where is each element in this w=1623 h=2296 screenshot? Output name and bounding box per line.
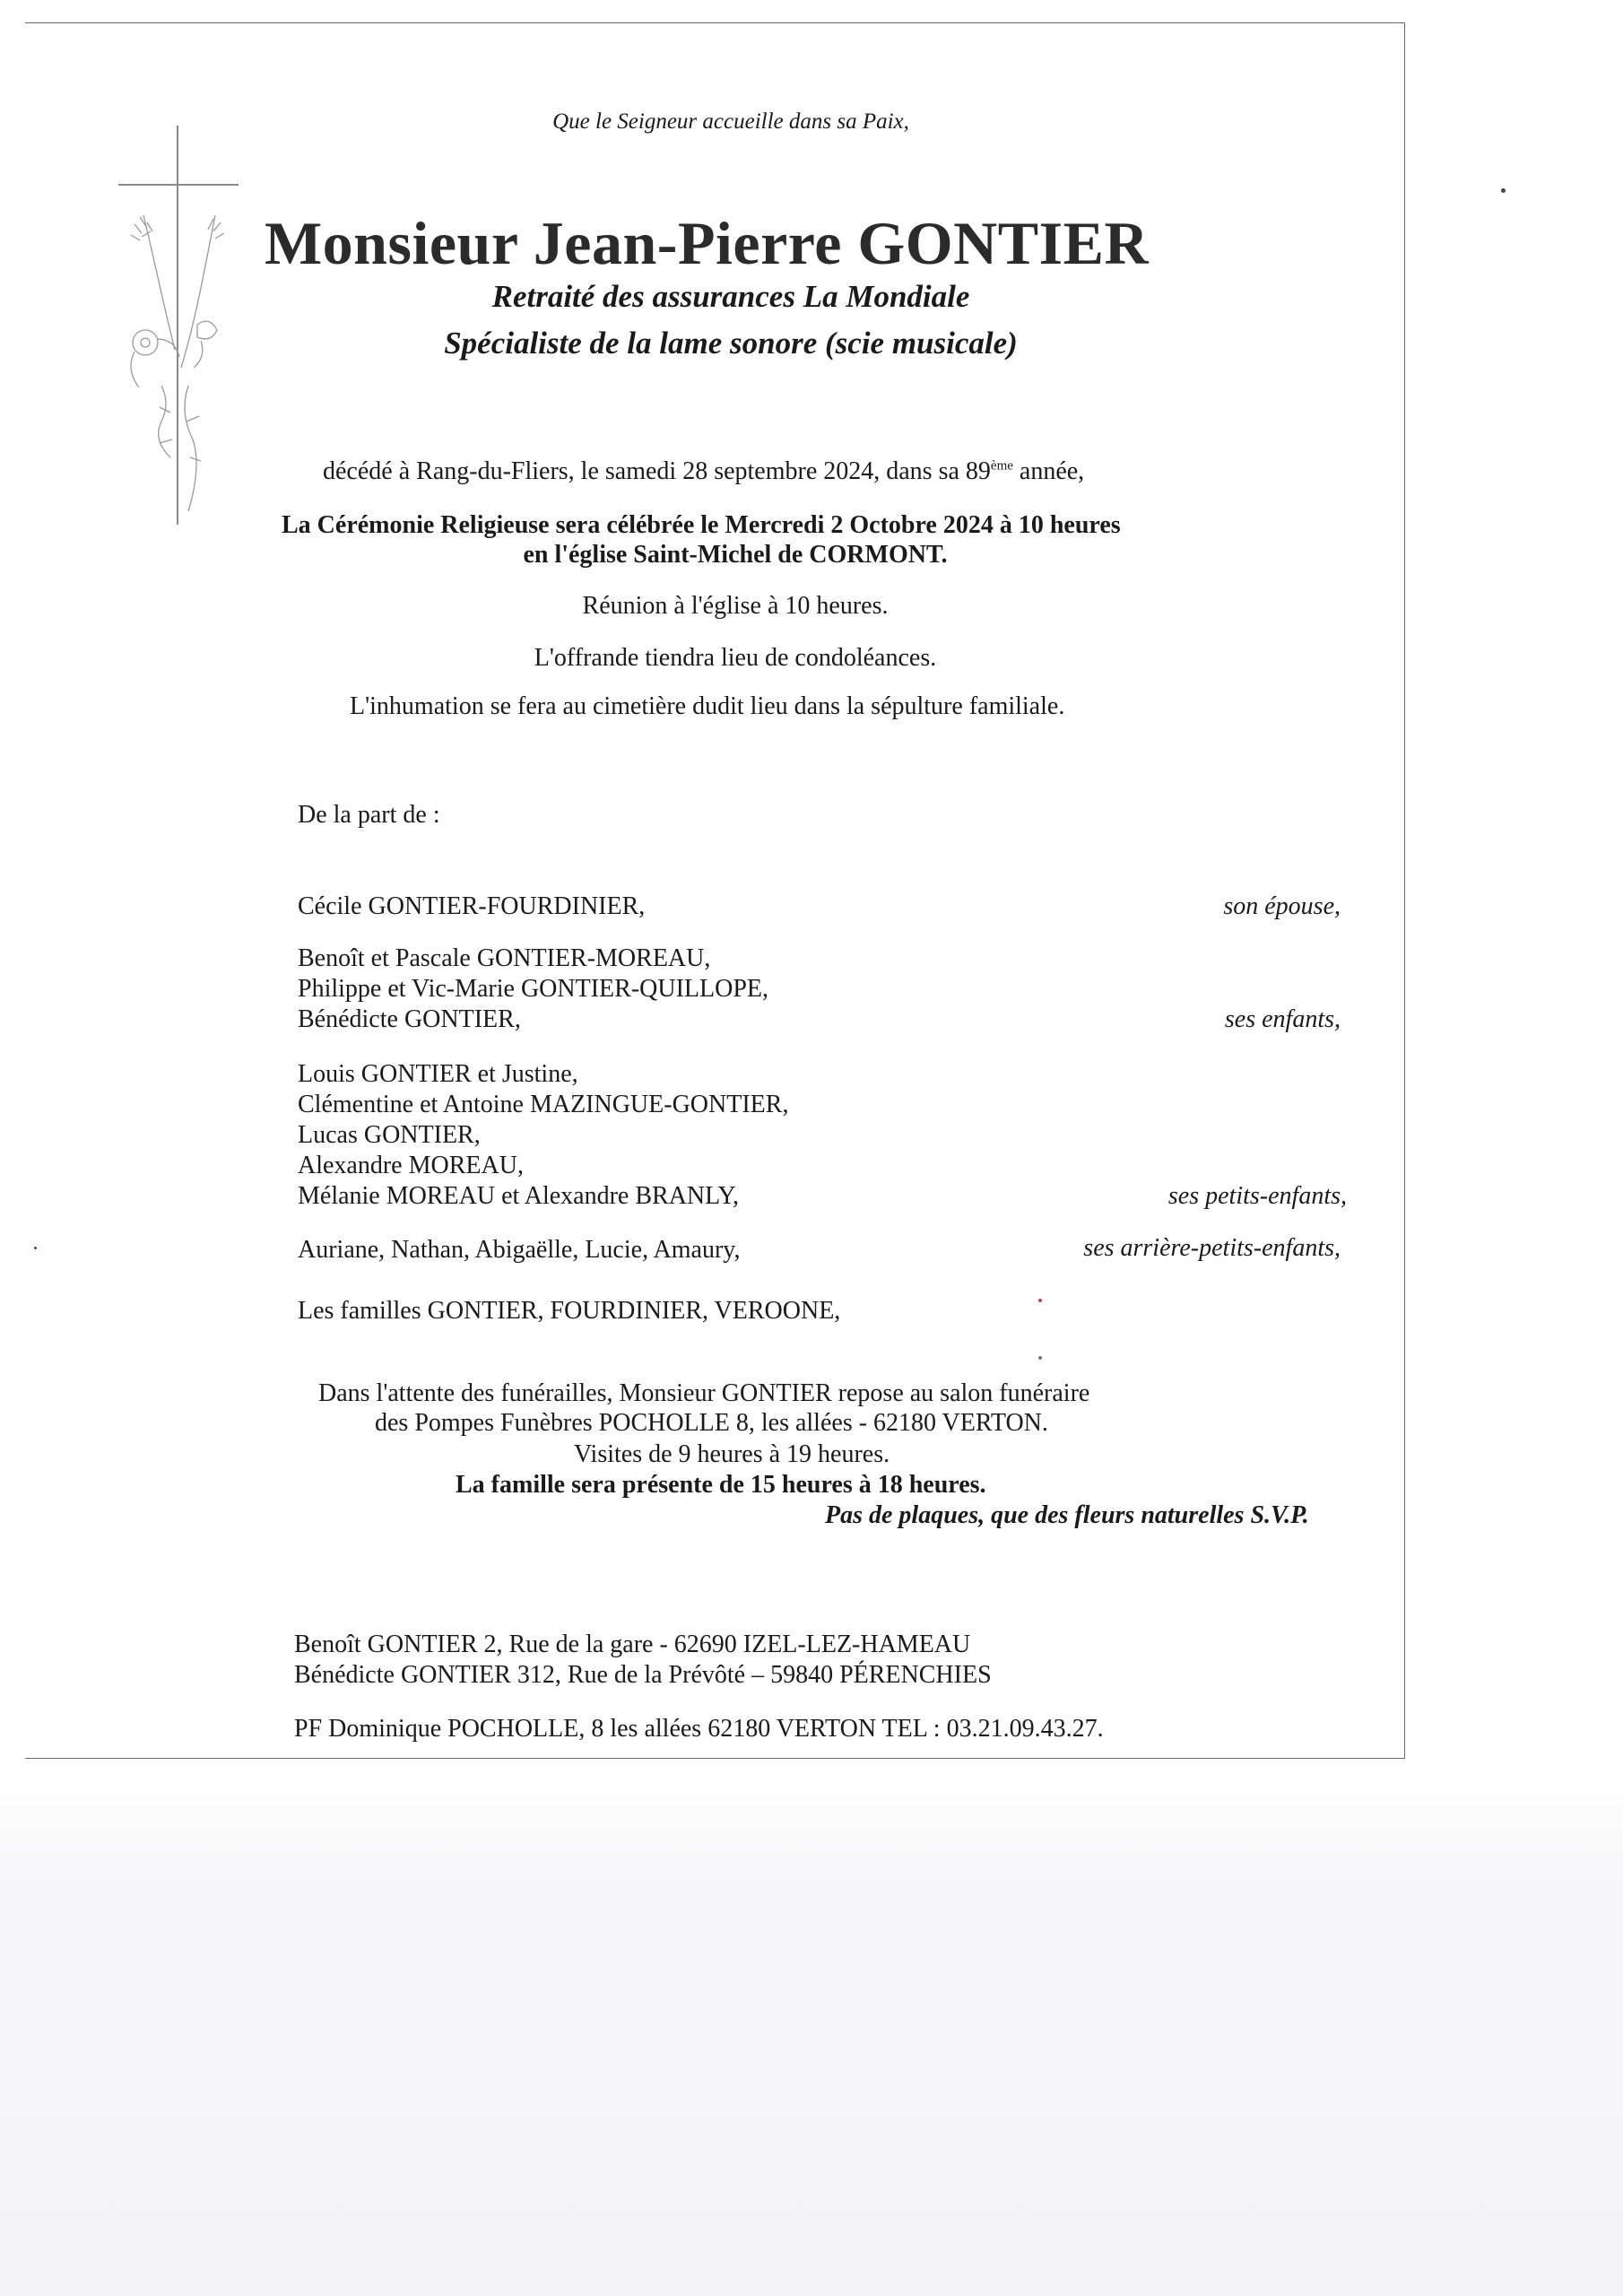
deceased-name: Monsieur Jean-Pierre GONTIER bbox=[265, 209, 1150, 277]
subtitle-specialty: Spécialiste de la lame sonore (scie musicale) bbox=[444, 326, 1018, 361]
subtitle-profession: Retraité des assurances La Mondiale bbox=[491, 279, 970, 314]
scan-speck bbox=[1038, 1356, 1042, 1360]
ceremony-line-2: en l'église Saint-Michel de CORMONT. bbox=[523, 541, 948, 569]
scan-speck bbox=[1501, 188, 1506, 193]
grandchild-name: Louis GONTIER et Justine, bbox=[298, 1060, 578, 1088]
grandchild-name: Alexandre MOREAU, bbox=[298, 1152, 524, 1179]
death-notice-end: année, bbox=[1012, 457, 1085, 485]
offering-line: L'offrande tiendra lieu de condoléances. bbox=[534, 644, 937, 672]
funeral-home-line-1: Dans l'attente des funérailles, Monsieur GONTIER repose au salon funéraire bbox=[318, 1379, 1090, 1407]
invocation-text: Que le Seigneur accueille dans sa Paix, bbox=[552, 109, 909, 134]
death-notice-line bbox=[323, 457, 1084, 486]
cross-flower-icon bbox=[108, 117, 251, 529]
spouse-role: son épouse, bbox=[1223, 892, 1341, 920]
scan-speck bbox=[1038, 1299, 1042, 1302]
meeting-line: Réunion à l'église à 10 heures. bbox=[582, 592, 889, 620]
families-line: Les familles GONTIER, FOURDINIER, VEROONE, bbox=[298, 1297, 841, 1325]
child-name: Bénédicte GONTIER, bbox=[298, 1005, 521, 1033]
great-grandchildren-names: Auriane, Nathan, Abigaëlle, Lucie, Amaury, bbox=[298, 1236, 741, 1264]
grandchild-name: Mélanie MOREAU et Alexandre BRANLY, bbox=[298, 1182, 740, 1210]
death-notice-superscript: ème bbox=[990, 458, 1013, 474]
burial-line: L'inhumation se fera au cimetière dudit lieu dans la sépulture familiale. bbox=[350, 692, 1065, 720]
spouse-name: Cécile GONTIER-FOURDINIER, bbox=[298, 892, 646, 920]
funeral-home-line-2: des Pompes Funèbres POCHOLLE 8, les allées - 62180 VERTON. bbox=[375, 1409, 1048, 1437]
grandchild-name: Lucas GONTIER, bbox=[298, 1121, 481, 1149]
child-name: Philippe et Vic-Marie GONTIER-QUILLOPE, bbox=[298, 975, 769, 1003]
flowers-note: Pas de plaques, que des fleurs naturelles S.V.P. bbox=[825, 1501, 1309, 1529]
great-grandchildren-role: ses arrière-petits-enfants, bbox=[1083, 1234, 1341, 1262]
scan-background bbox=[0, 1776, 1623, 2296]
children-role: ses enfants, bbox=[1224, 1005, 1341, 1033]
grandchild-name: Clémentine et Antoine MAZINGUE-GONTIER, bbox=[298, 1091, 789, 1118]
child-name: Benoît et Pascale GONTIER-MOREAU, bbox=[298, 944, 711, 972]
funeral-director-contact: PF Dominique POCHOLLE, 8 les allées 62180 VERTON TEL : 03.21.09.43.27. bbox=[294, 1715, 1104, 1743]
from-intro: De la part de : bbox=[298, 801, 440, 829]
address-benoit: Benoît GONTIER 2, Rue de la gare - 62690 IZEL-LEZ-HAMEAU bbox=[294, 1631, 971, 1658]
death-notice-text: décédé à Rang-du-Fliers, le samedi 28 septembre 2024, dans sa 89 bbox=[323, 457, 991, 485]
ceremony-line-1: La Cérémonie Religieuse sera célébrée le Mercredi 2 Octobre 2024 à 10 heures bbox=[282, 511, 1121, 539]
grandchildren-role: ses petits-enfants, bbox=[1167, 1182, 1347, 1210]
family-presence: La famille sera présente de 15 heures à 18 heures. bbox=[456, 1471, 986, 1499]
address-benedicte: Bénédicte GONTIER 312, Rue de la Prévôté – 59840 PÉRENCHIES bbox=[294, 1661, 992, 1689]
visiting-hours: Visites de 9 heures à 19 heures. bbox=[574, 1440, 890, 1468]
scan-speck bbox=[34, 1247, 37, 1249]
